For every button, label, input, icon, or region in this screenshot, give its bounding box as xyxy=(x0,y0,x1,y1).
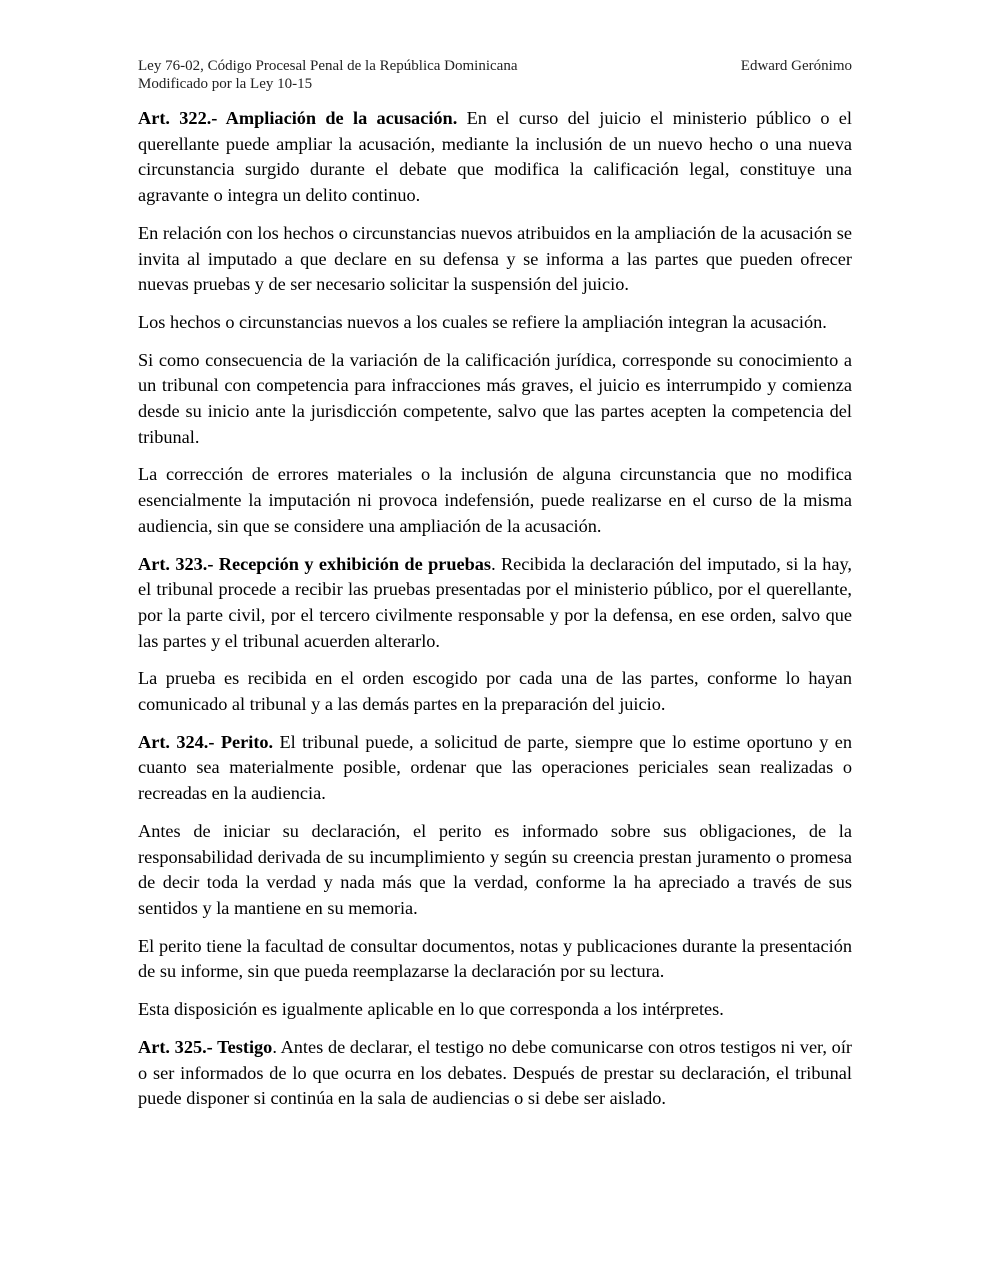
article-heading: Art. 323.- Recepción y exhibición de pruebas xyxy=(138,553,492,574)
document-page xyxy=(138,57,852,1124)
paragraph-text: El tribunal puede, a solicitud de parte, siempre que lo estime oportuno y en cuanto sea materialmente posible, ordenar que las operaciones periciales sean realizadas o recreadas en la audiencia. xyxy=(138,731,853,804)
header-author: Edward Gerónimo xyxy=(740,58,852,74)
paragraph xyxy=(138,221,852,298)
paragraph-text: Esta disposición es igualmente aplicable en lo que corresponda a los intérpretes. xyxy=(138,999,724,1020)
article-heading: Art. 324.- Perito. xyxy=(138,731,274,752)
article-heading: Art. 322.- Ampliación de la acusación. xyxy=(138,108,458,128)
header-row xyxy=(138,57,852,75)
header-title: Ley 76-02, Código Procesal Penal de la República Dominicana xyxy=(138,58,518,74)
article-heading: Art. 325.- Testigo xyxy=(138,1036,273,1057)
header-subtitle: Modificado por la Ley 10-15 xyxy=(138,76,313,92)
paragraph-text: En el curso del juicio el ministerio público o el querellante puede ampliar la acusación, mediante la inclusión de un nuevo hecho o una nueva circunstancia surgido durante el debate que modifica la calificación legal, constituye una agravante o integra un delito continuo. xyxy=(138,108,853,206)
paragraph-art-323 xyxy=(138,552,852,655)
paragraph xyxy=(138,666,852,717)
paragraph xyxy=(138,997,852,1023)
paragraph-art-324 xyxy=(138,730,852,807)
paragraph xyxy=(138,462,852,539)
document-body xyxy=(138,106,852,1112)
paragraph-art-322 xyxy=(138,106,852,209)
paragraph-text: El perito tiene la facultad de consultar documentos, notas y publicaciones durante la presentación de su informe, sin que pueda reemplazarse la declaración por su lectura. xyxy=(138,935,852,982)
paragraph-text: Los hechos o circunstancias nuevos a los cuales se refiere la ampliación integran la acusación. xyxy=(138,311,827,332)
paragraph-text: La prueba es recibida en el orden escogido por cada una de las partes, conforme lo hayan comunicado al tribunal y a las demás partes en la preparación del juicio. xyxy=(138,668,852,715)
paragraph xyxy=(138,348,852,451)
paragraph-text: . Recibida la declaración del imputado, si la hay, el tribunal procede a recibir las pruebas presentadas por el ministerio público, por el querellante, por la parte civil, por el tercero civilmente responsable y por la defensa, en ese orden, salvo que las partes y el tribunal acuerden alterarlo. xyxy=(138,553,853,651)
page-header xyxy=(138,57,852,93)
paragraph-text: En relación con los hechos o circunstancias nuevos atribuidos en la ampliación de la acusación se invita al imputado a que declare en su defensa y se informa a las partes que pueden ofrecer nuevas pruebas y de ser necesario solicitar la suspensión del juicio. xyxy=(138,222,852,295)
paragraph-art-325 xyxy=(138,1035,852,1112)
paragraph xyxy=(138,310,852,336)
paragraph-text: La corrección de errores materiales o la inclusión de alguna circunstancia que no modifica esencialmente la imputación ni provoca indefensión, puede realizarse en el curso de la misma audiencia, sin que se considere una ampliación de la acusación. xyxy=(138,464,852,536)
paragraph-text: . Antes de declarar, el testigo no debe comunicarse con otros testigos ni ver, oír o ser informados de lo que ocurra en los debates. Después de prestar su declaración, el tribunal puede disponer si continúa en la sala de audiencias o si debe ser aislado. xyxy=(138,1036,852,1109)
paragraph-text: Antes de iniciar su declaración, el perito es informado sobre sus obligaciones, de la responsabilidad derivada de su incumplimiento y según su creencia prestan juramento o promesa de decir toda la verdad y nada más que la verdad, conforme la ha apreciado a través de sus sentidos y la mantiene en su memoria. xyxy=(138,820,852,918)
paragraph xyxy=(138,819,852,922)
paragraph-text: Si como consecuencia de la variación de la calificación jurídica, corresponde su conocimiento a un tribunal con competencia para infracciones más graves, el juicio es interrumpido y comienza desde su inicio ante la jurisdicción competente, salvo que las partes acepten la competencia del tribunal. xyxy=(138,349,852,447)
paragraph xyxy=(138,934,852,985)
